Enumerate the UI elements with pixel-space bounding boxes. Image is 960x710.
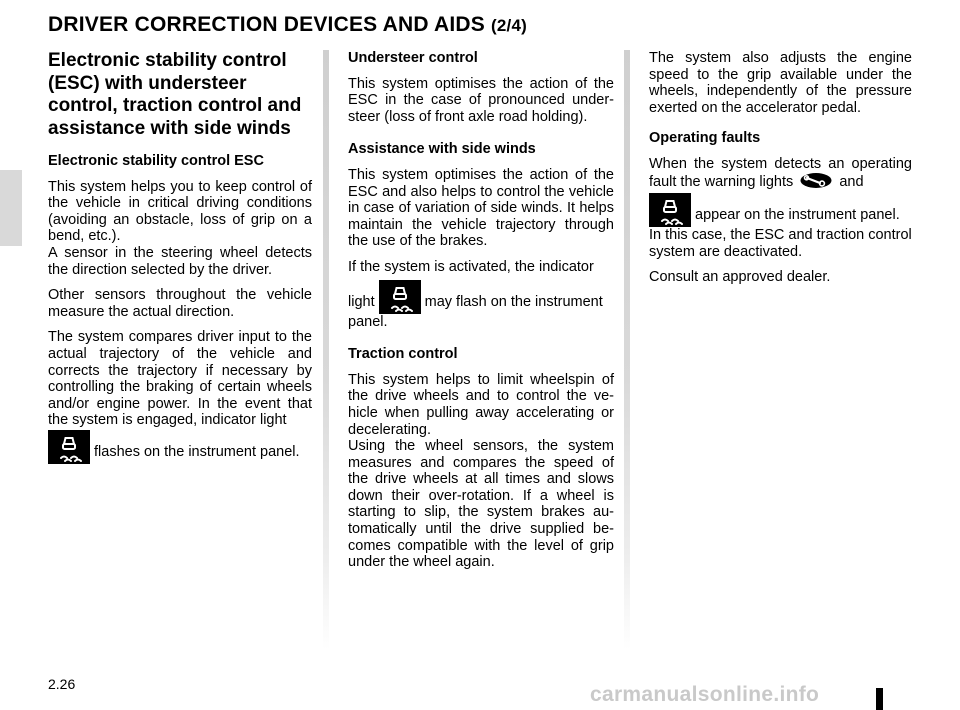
consult-text: Consult an approved dealer. — [649, 269, 831, 286]
column-2 — [348, 50, 614, 580]
esc-paragraph-3: The system compares driver input to the actual trajectory of the vehicle and corrects the trajectory if necessary by controlling the braking of certain wheels and/or engine power. In the event that the system is engaged, indicator light — [48, 329, 312, 429]
page-corner-mark — [876, 688, 883, 710]
faults-heading: Operating faults — [649, 130, 761, 147]
page-number: 2.26 — [48, 676, 76, 692]
faults-text-a-content: When the system detects an operating fault the warning lights — [649, 155, 912, 190]
understeer-text: This system optimises the action of the ESC in the case of pronounced understeer (loss of front axle road holding). — [348, 75, 614, 125]
sidewind-heading: Assistance with side winds — [348, 141, 536, 158]
page-title-text: DRIVER CORRECTION DEVICES AND AIDS — [48, 13, 485, 36]
engine-text: The system also adjusts the engine speed to the grip available under the wheels, independently of the pressure exerted on the accelerator pedal. — [649, 50, 912, 116]
indicator-light-word: light — [348, 293, 375, 310]
page-title — [48, 13, 527, 37]
faults-text-a — [649, 156, 912, 190]
faults-and-word: and — [839, 173, 864, 190]
column-divider-1 — [323, 50, 329, 650]
sidewind-text: This system optimises the action of the ESC and also helps to control the vehicle in case of variation of side winds. It helps maintain the vehicle trajectory through the use of the brakes. — [348, 166, 614, 250]
esc-paragraph-3-end-text: flashes on the instrument panel. — [94, 443, 300, 460]
column-divider-2 — [624, 50, 630, 650]
indicator-line — [348, 280, 614, 331]
section-heading: Electronic stability control (ESC) with understeer control, traction control and assistance with side winds — [48, 50, 302, 139]
esc-paragraph-2: Other sensors throughout the vehicle measure the actual direction. — [48, 287, 312, 320]
esc-paragraph-1a: This system helps you to keep control of the vehicle in critical driving conditions (avoiding an obstacle, loss of grip on a bend, etc.). — [48, 178, 312, 245]
esc-heading: Electronic stability control ESC — [48, 153, 264, 169]
esc-paragraph-3-end — [48, 430, 312, 464]
column-3 — [649, 50, 912, 295]
faults-text-b — [649, 193, 912, 260]
traction-text-1: This system helps to limit wheelspin of the drive wheels and to control the vehicle when pulling away accelerating or decelerating. — [348, 371, 614, 438]
faults-text-b-content: appear on the instrument panel. In this case, the ESC and traction control system are deactivated. — [649, 207, 912, 260]
traction-text-2: Using the wheel sensors, the system measures and compares the speed of the drive wheels at all times and slows down their over-rotation. If a wheel is starting to slip, the system brakes automatically until the drive supplied becomes compatible with the level of grip under the wheel again. — [348, 438, 614, 571]
chapter-side-tab — [0, 170, 22, 246]
page-title-suffix: (2/4) — [491, 16, 527, 35]
traction-heading: Traction control — [348, 346, 458, 363]
service-wrench-icon — [800, 173, 832, 188]
esc-skid-car-icon — [379, 280, 421, 314]
esc-paragraph-1b: A sensor in the steering wheel detects the direction selected by the driver. — [48, 244, 312, 278]
indicator-end-text: may flash on the instrument panel. — [348, 293, 603, 330]
esc-skid-car-icon — [48, 430, 90, 464]
indicator-intro: If the system is activated, the indicator — [348, 258, 594, 275]
column-1 — [48, 50, 312, 473]
esc-skid-car-icon — [649, 193, 691, 227]
understeer-heading: Understeer control — [348, 50, 478, 66]
watermark: carmanualsonline.info — [590, 683, 820, 706]
